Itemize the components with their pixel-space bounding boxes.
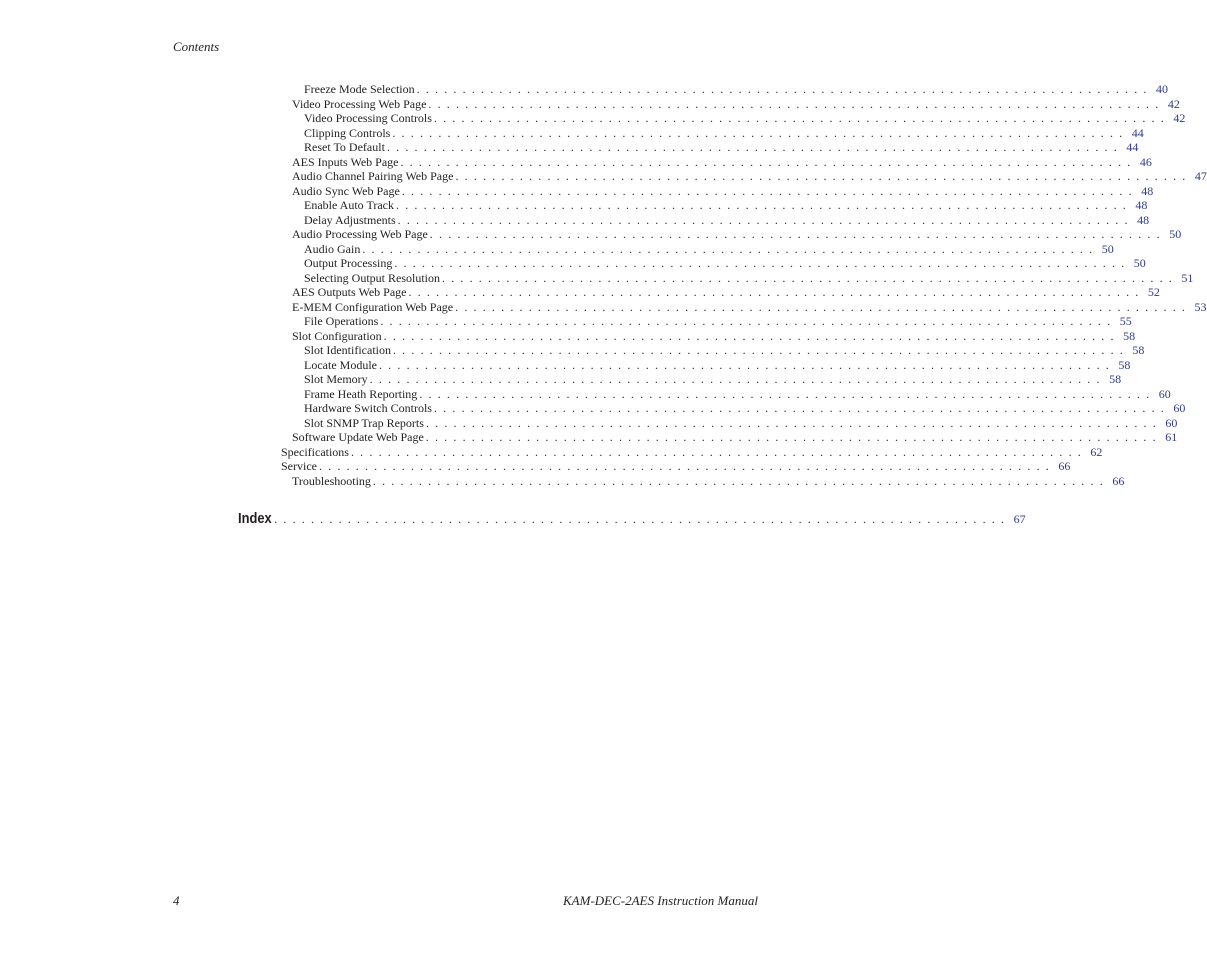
toc-dot-leader: . . . . . . . . . . . . . . . . . . . . . . . . . . . . . . . . . . . . . . . . . . . . . . . . . . . . . . . . . . . . . . . . . . . . . . . . . . . . . . . .	[400, 154, 1132, 169]
toc-dot-leader: . . . . . . . . . . . . . . . . . . . . . . . . . . . . . . . . . . . . . . . . . . . . . . . . . . . . . . . . . . . . . . . . . . . . . . . . . . . . . . . .	[378, 357, 1111, 372]
toc-entry-title: Output Processing	[304, 256, 393, 270]
toc-dot-leader: . . . . . . . . . . . . . . . . . . . . . . . . . . . . . . . . . . . . . . . . . . . . . . . . . . . . . . . . . . . . . . . . . . . . . . . . . . . . . . . .	[408, 285, 1140, 299]
toc-entry-title: Audio Sync Web Page	[292, 183, 400, 198]
toc-dot-leader: . . . . . . . . . . . . . . . . . . . . . . . . . . . . . . . . . . . . . . . . . . . . . . . . . . . . . . . . . . . . . . . . . . . . . . . . . . . . . . . .	[425, 430, 1158, 444]
toc-entry[interactable]	[292, 328, 1136, 344]
toc-entry-title: Locate Module	[304, 357, 377, 372]
toc-entry-title: E-MEM Configuration Web Page	[292, 299, 454, 314]
toc-page-link[interactable]: 60	[1173, 401, 1186, 415]
toc-entry[interactable]	[292, 285, 1160, 300]
toc-entry-title: AES Outputs Web Page	[292, 285, 407, 299]
toc-entry[interactable]	[281, 444, 1103, 460]
toc-dot-leader: . . . . . . . . . . . . . . . . . . . . . . . . . . . . . . . . . . . . . . . . . . . . . . . . . . . . . . . . . . . . . . . . . . . . . . . . . . . . . . . .	[362, 241, 1094, 256]
toc-entry[interactable]	[304, 415, 1178, 431]
toc-page-link[interactable]: 66	[1058, 459, 1071, 473]
toc-entry-title: Service	[281, 459, 317, 473]
toc-page-link[interactable]: 44	[1126, 140, 1139, 154]
toc-entry[interactable]	[304, 198, 1148, 213]
toc-entry-title: Clipping Controls	[304, 125, 391, 140]
toc-page-link[interactable]: 62	[1090, 444, 1103, 459]
toc-entry[interactable]	[304, 314, 1132, 329]
toc-page-link[interactable]: 58	[1123, 328, 1136, 343]
toc-dot-leader: . . . . . . . . . . . . . . . . . . . . . . . . . . . . . . . . . . . . . . . . . . . . . . . . . . . . . . . . . . . . . . . . . . . . . . . . . . . . . . . .	[455, 299, 1187, 314]
toc-entry[interactable]	[304, 212, 1150, 228]
toc-entry[interactable]	[292, 183, 1154, 199]
toc-entry-title: Reset To Default	[304, 140, 385, 154]
toc-entry[interactable]	[304, 386, 1171, 402]
toc-dot-leader: . . . . . . . . . . . . . . . . . . . . . . . . . . . . . . . . . . . . . . . . . . . . . . . . . . . . . . . . . . . . . . . . . . . . . . . . . . . . . . . .	[369, 372, 1102, 386]
toc-entry-title: Delay Adjustments	[304, 212, 396, 227]
toc-entry-title: Slot SNMP Trap Reports	[304, 415, 424, 430]
toc-page-link[interactable]: 55	[1119, 314, 1132, 328]
toc-entry[interactable]	[292, 430, 1178, 445]
toc-dot-leader: . . . . . . . . . . . . . . . . . . . . . . . . . . . . . . . . . . . . . . . . . . . . . . . . . . . . . . . . . . . . . . . . . . . . . . . . . . . . . . . .	[318, 459, 1051, 473]
toc-page-link[interactable]: 48	[1137, 212, 1150, 227]
toc-page-link[interactable]: 46	[1139, 154, 1152, 169]
toc-entry[interactable]	[292, 473, 1125, 489]
toc-page-link[interactable]: 47	[1194, 169, 1207, 183]
toc-entry[interactable]	[304, 111, 1186, 126]
toc-entry-title: AES Inputs Web Page	[292, 154, 399, 169]
toc-page-link[interactable]: 60	[1165, 415, 1178, 430]
toc-page-link[interactable]: 50	[1101, 241, 1114, 256]
toc-page-link[interactable]: 53	[1194, 299, 1207, 314]
toc-entry-title: Selecting Output Resolution	[304, 270, 440, 285]
toc-entry[interactable]	[304, 357, 1131, 373]
toc-page-link[interactable]: 51	[1181, 270, 1194, 285]
toc-entry-title: Slot Memory	[304, 372, 368, 386]
toc-entry[interactable]	[292, 169, 1207, 184]
toc-dot-leader: . . . . . . . . . . . . . . . . . . . . . . . . . . . . . . . . . . . . . . . . . . . . . . . . . . . . . . . . . . . . . . . . . . . . . . . . . . . . . . . .	[392, 125, 1124, 140]
toc-dot-leader: . . . . . . . . . . . . . . . . . . . . . . . . . . . . . . . . . . . . . . . . . . . . . . . . . . . . . . . . . . . . . . . . . . . . . . . . . . . . . . . .	[372, 473, 1105, 488]
toc-page-link[interactable]: 58	[1132, 343, 1145, 357]
toc-page-link[interactable]: 58	[1118, 357, 1131, 372]
toc-entry[interactable]	[304, 256, 1146, 271]
toc-entry-title: Slot Configuration	[292, 328, 382, 343]
manual-title: KAM-DEC-2AES Instruction Manual	[563, 893, 758, 908]
running-header: Contents	[173, 39, 220, 54]
toc-entry-title: Software Update Web Page	[292, 430, 424, 444]
toc-entry[interactable]	[292, 299, 1207, 315]
toc-entry[interactable]	[292, 96, 1180, 112]
toc-dot-leader: . . . . . . . . . . . . . . . . . . . . . . . . . . . . . . . . . . . . . . . . . . . . . . . . . . . . . . . . . . . . . . . . . . . . . . . . . . . . . . . .	[428, 96, 1160, 111]
toc-entry-title: Audio Processing Web Page	[292, 227, 428, 241]
toc-entry[interactable]	[304, 343, 1145, 358]
toc-entry-title: Video Processing Web Page	[292, 96, 427, 111]
toc-page-link[interactable]: 50	[1133, 256, 1146, 270]
toc-dot-leader: . . . . . . . . . . . . . . . . . . . . . . . . . . . . . . . . . . . . . . . . . . . . . . . . . . . . . . . . . . . . . . . . . . . . . . . . . . . . . . . .	[397, 212, 1130, 227]
toc-dot-leader: . . . . . . . . . . . . . . . . . . . . . . . . . . . . . . . . . . . . . . . . . . . . . . . . . . . . . . . . . . . . . . . . . . . . . . . . . . . . . . . .	[433, 401, 1166, 415]
toc-chapter-entry[interactable]	[238, 509, 1026, 529]
toc-dot-leader: . . . . . . . . . . . . . . . . . . . . . . . . . . . . . . . . . . . . . . . . . . . . . . . . . . . . . . . . . . . . . . . . . . . . . . . . . . . . . . . .	[396, 198, 1128, 212]
toc-entry-title: Audio Gain	[304, 241, 361, 256]
toc-page-link[interactable]: 61	[1165, 430, 1178, 444]
toc-entry[interactable]	[304, 241, 1114, 257]
toc-page-link[interactable]: 50	[1169, 227, 1182, 241]
toc-entry-title: Freeze Mode Selection	[304, 82, 415, 96]
toc-dot-leader: . . . . . . . . . . . . . . . . . . . . . . . . . . . . . . . . . . . . . . . . . . . . . . . . . . . . . . . . . . . . . . . . . . . . . . . . . . . . . . . .	[383, 328, 1116, 343]
toc-dot-leader: . . . . . . . . . . . . . . . . . . . . . . . . . . . . . . . . . . . . . . . . . . . . . . . . . . . . . . . . . . . . . . . . . . . . . . . . . . . . . . . .	[386, 140, 1119, 154]
toc-dot-leader: . . . . . . . . . . . . . . . . . . . . . . . . . . . . . . . . . . . . . . . . . . . . . . . . . . . . . . . . . . . . . . . . . . . . . . . . . . . . . . . .	[380, 314, 1112, 328]
toc-entry[interactable]	[304, 82, 1169, 97]
toc-page-link[interactable]: 42	[1167, 96, 1180, 111]
toc-page-link[interactable]: 60	[1158, 386, 1171, 401]
toc-entry[interactable]	[292, 154, 1152, 170]
toc-page-link[interactable]: 44	[1131, 125, 1144, 140]
toc-dot-leader: . . . . . . . . . . . . . . . . . . . . . . . . . . . . . . . . . . . . . . . . . . . . . . . . . . . . . . . . . . . . . . . . . . . . . . . . . . . . . . . .	[416, 82, 1149, 96]
toc-entry-title: Audio Channel Pairing Web Page	[292, 169, 454, 183]
toc-entry[interactable]	[292, 227, 1182, 242]
toc-dot-leader: . . . . . . . . . . . . . . . . . . . . . . . . . . . . . . . . . . . . . . . . . . . . . . . . . . . . . . . . . . . . . . . . . . . . . . . . . . . . . . . .	[350, 444, 1083, 459]
toc-entry-title: Index	[238, 510, 272, 527]
toc-entry-title: Video Processing Controls	[304, 111, 432, 125]
toc-page-link[interactable]: 48	[1141, 183, 1154, 198]
toc-entry-title: Slot Identification	[304, 343, 391, 357]
toc-entry[interactable]	[304, 401, 1186, 416]
toc-dot-leader: . . . . . . . . . . . . . . . . . . . . . . . . . . . . . . . . . . . . . . . . . . . . . . . . . . . . . . . . . . . . . . . . . . . . . . . . . . . . . . . .	[455, 169, 1187, 183]
toc-dot-leader: . . . . . . . . . . . . . . . . . . . . . . . . . . . . . . . . . . . . . . . . . . . . . . . . . . . . . . . . . . . . . . . . . . . . . . . . . . . . . . . .	[419, 386, 1151, 401]
toc-entry-title: Specifications	[281, 444, 349, 459]
toc-dot-leader: . . . . . . . . . . . . . . . . . . . . . . . . . . . . . . . . . . . . . . . . . . . . . . . . . . . . . . . . . . . . . . . . . . . . . . . . . . . . . . . .	[433, 111, 1166, 125]
toc-page-link[interactable]: 48	[1135, 198, 1148, 212]
toc-entry-title: File Operations	[304, 314, 379, 328]
toc-dot-leader: . . . . . . . . . . . . . . . . . . . . . . . . . . . . . . . . . . . . . . . . . . . . . . . . . . . . . . . . . . . . . . . . . . . . . . . . . . . . . . . .	[274, 512, 1006, 526]
toc-page-link[interactable]: 40	[1156, 82, 1169, 96]
toc-entry-title: Enable Auto Track	[304, 198, 394, 212]
toc-entry[interactable]	[304, 125, 1144, 141]
toc-page-link[interactable]: 67	[1013, 512, 1026, 526]
toc-dot-leader: . . . . . . . . . . . . . . . . . . . . . . . . . . . . . . . . . . . . . . . . . . . . . . . . . . . . . . . . . . . . . . . . . . . . . . . . . . . . . . . .	[392, 343, 1125, 357]
toc-entry-title: Hardware Switch Controls	[304, 401, 432, 415]
toc-page-link[interactable]: 58	[1109, 372, 1122, 386]
toc-entry[interactable]	[281, 459, 1071, 474]
toc-page-link[interactable]: 42	[1173, 111, 1186, 125]
toc-dot-leader: . . . . . . . . . . . . . . . . . . . . . . . . . . . . . . . . . . . . . . . . . . . . . . . . . . . . . . . . . . . . . . . . . . . . . . . . . . . . . . . .	[401, 183, 1134, 198]
toc-dot-leader: . . . . . . . . . . . . . . . . . . . . . . . . . . . . . . . . . . . . . . . . . . . . . . . . . . . . . . . . . . . . . . . . . . . . . . . . . . . . . . . .	[429, 227, 1162, 241]
page-number: 4	[173, 893, 180, 908]
toc-entry[interactable]	[304, 270, 1194, 286]
toc-page-link[interactable]: 52	[1147, 285, 1160, 299]
toc-entry-title: Troubleshooting	[292, 473, 371, 488]
toc-dot-leader: . . . . . . . . . . . . . . . . . . . . . . . . . . . . . . . . . . . . . . . . . . . . . . . . . . . . . . . . . . . . . . . . . . . . . . . . . . . . . . . .	[442, 270, 1174, 285]
toc-page-link[interactable]: 66	[1112, 473, 1125, 488]
toc-entry[interactable]	[304, 372, 1122, 387]
toc-dot-leader: . . . . . . . . . . . . . . . . . . . . . . . . . . . . . . . . . . . . . . . . . . . . . . . . . . . . . . . . . . . . . . . . . . . . . . . . . . . . . . . .	[425, 415, 1158, 430]
toc-entry-title: Frame Heath Reporting	[304, 386, 418, 401]
toc-dot-leader: . . . . . . . . . . . . . . . . . . . . . . . . . . . . . . . . . . . . . . . . . . . . . . . . . . . . . . . . . . . . . . . . . . . . . . . . . . . . . . . .	[394, 256, 1126, 270]
toc-entry[interactable]	[304, 140, 1139, 155]
